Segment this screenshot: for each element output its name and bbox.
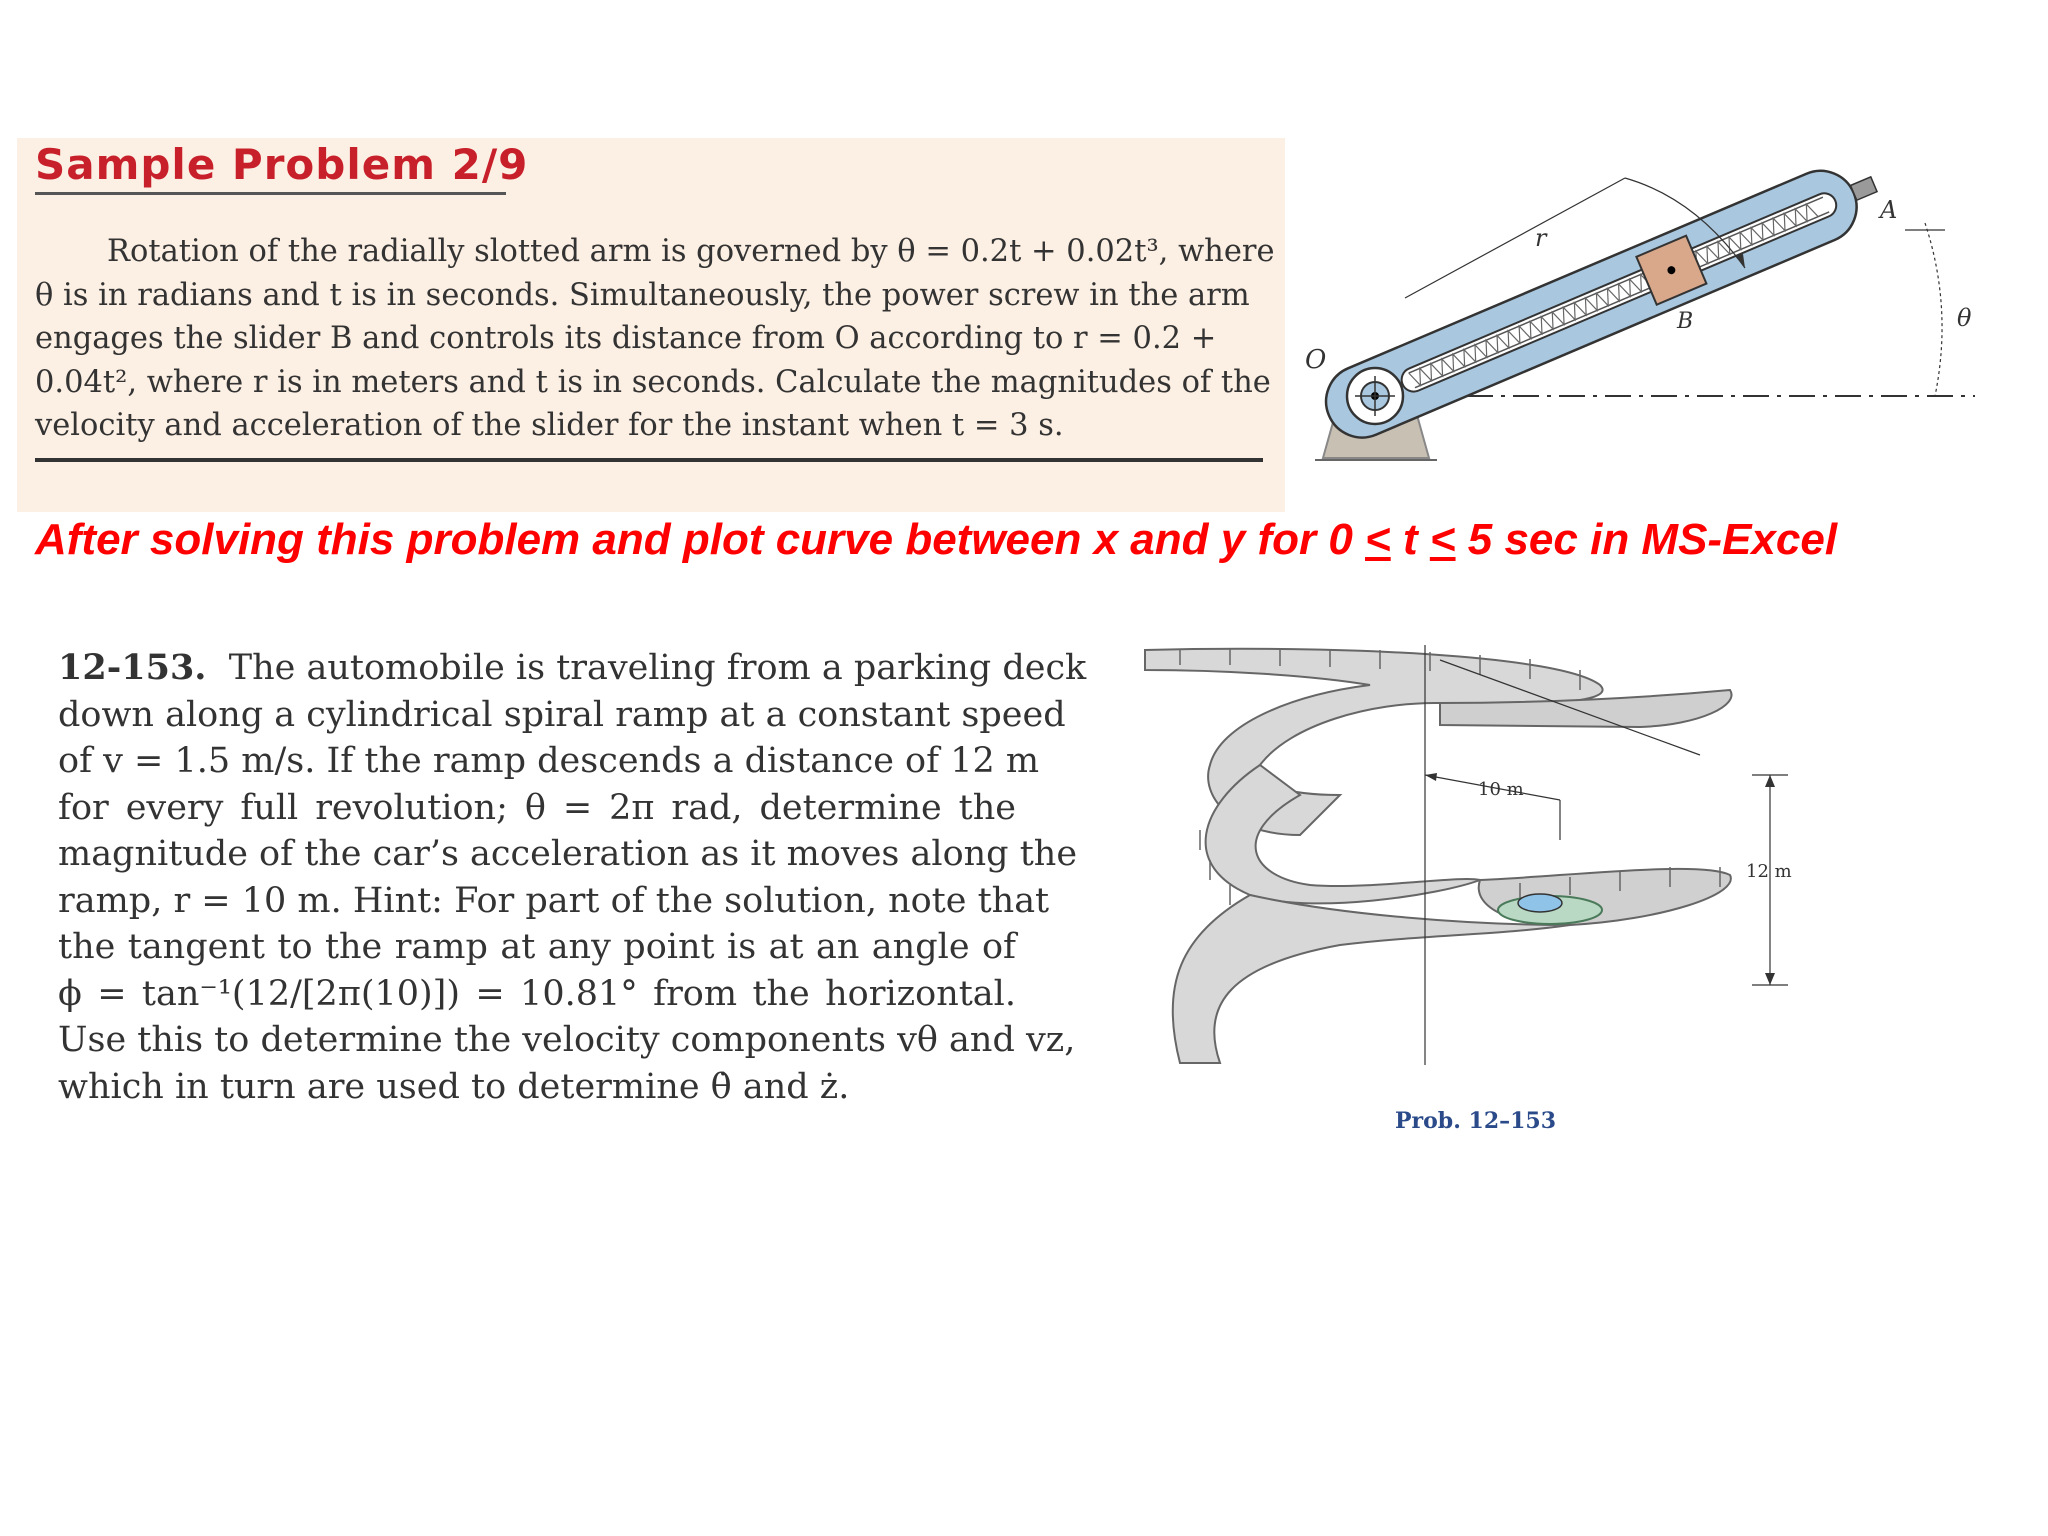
- problem-line-1: [58, 645, 1087, 692]
- problem-line-1-text: The automobile is traveling from a parking deck: [228, 648, 1087, 688]
- instruction-le-2: <: [1429, 515, 1456, 564]
- slotted-arm-figure: [1285, 138, 1990, 512]
- problem-line-3: of v = 1.5 m/s. If the ramp descends a distance of 12 m: [58, 741, 1040, 781]
- label-theta: θ: [1957, 304, 1972, 332]
- problem-line-9: Use this to determine the velocity components vθ and vz,: [58, 1020, 1076, 1060]
- problem-line-5: magnitude of the car’s acceleration as it moves along the: [58, 834, 1078, 874]
- label-a: A: [1880, 196, 1898, 224]
- sample-line-2: θ is in radians and t is in seconds. Simultaneously, the power screw in the arm: [35, 277, 1250, 313]
- instruction-mid: t: [1390, 515, 1430, 564]
- label-r: r: [1535, 224, 1547, 252]
- figure-caption: Prob. 12–153: [1395, 1108, 1557, 1134]
- problem-number: 12-153.: [58, 647, 207, 688]
- sample-line-3: engages the slider B and controls its distance from O according to r = 0.2 +: [35, 321, 1217, 356]
- sample-problem-text: [35, 230, 1275, 448]
- problem-line-10: which in turn are used to determine θ̇ and ż.: [58, 1066, 850, 1107]
- instruction-le-1: <: [1365, 515, 1391, 564]
- problem-12-153-text: [58, 645, 1087, 1110]
- heading-underline: [35, 192, 506, 195]
- label-b: B: [1677, 309, 1694, 334]
- problem-line-8: ϕ = tan⁻¹(12/[2π(10)]) = 10.81° from the horizontal.: [58, 973, 1016, 1014]
- problem-line-2: down along a cylindrical spiral ramp at a constant speed: [58, 694, 1066, 735]
- instruction-suffix: 5 sec in MS-Excel: [1455, 515, 1838, 564]
- sample-problem-heading: Sample Problem 2/9: [35, 140, 529, 189]
- problem-line-7: the tangent to the ramp at any point is at an angle of: [58, 927, 1016, 967]
- sample-line-5: velocity and acceleration of the slider for the instant when t = 3 s.: [35, 408, 1064, 443]
- instruction-prefix: After solving this problem and plot curve between x and y for 0: [35, 515, 1366, 564]
- problem-line-6: ramp, r = 10 m. Hint: For part of the solution, note that: [58, 880, 1050, 921]
- label-10m: 10 m: [1478, 779, 1524, 800]
- sample-bottom-rule: [35, 458, 1263, 462]
- instruction-text: [35, 515, 1837, 565]
- problem-line-4: for every full revolution; θ = 2π rad, determine the: [58, 787, 1016, 828]
- sample-line-1: Rotation of the radially slotted arm is governed by θ = 0.2t + 0.02t³, where: [107, 234, 1275, 269]
- label-o: O: [1305, 345, 1327, 375]
- label-12m: 12 m: [1746, 861, 1792, 882]
- spiral-ramp-figure: [1140, 645, 1800, 1065]
- sample-line-4: 0.04t², where r is in meters and t is in seconds. Calculate the magnitudes of the: [35, 364, 1271, 400]
